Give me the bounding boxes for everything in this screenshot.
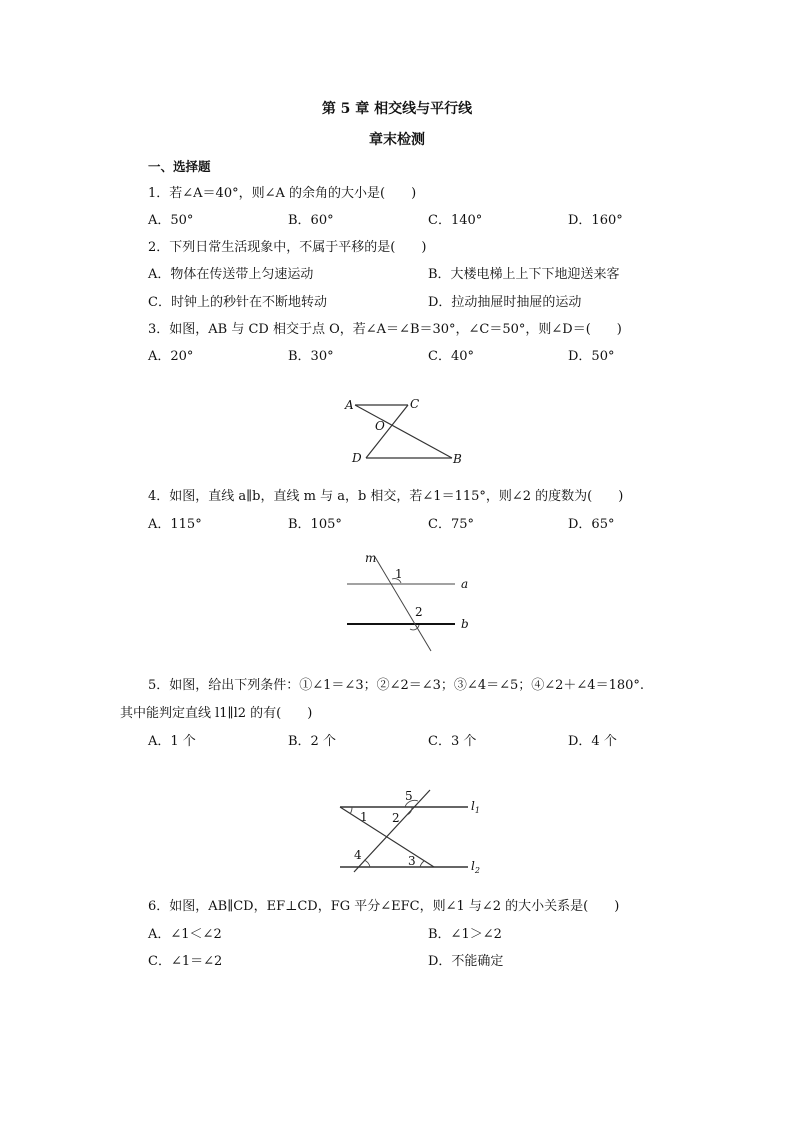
q5-option-a: A．1 个 (148, 734, 196, 749)
q6-stem: 6．如图，AB∥CD，EF⊥CD，FG 平分∠EFC，则∠1 与∠2 的大小关系是( ) (148, 899, 620, 914)
q3-stem: 3．如图，AB 与 CD 相交于点 O，若∠A＝∠B＝30°，∠C＝50°，则∠D＝( ) (148, 322, 622, 337)
angle-1-label: 1 (395, 567, 403, 581)
q4-option-a: A．115° (148, 517, 202, 532)
q1-stem: 1．若∠A＝40°，则∠A 的余角的大小是( ) (148, 186, 417, 201)
q1-option-b: B．60° (288, 213, 334, 228)
angle-1-label: 1 (360, 810, 368, 824)
label-d: D (352, 451, 362, 465)
q6-option-d: D．不能确定 (428, 954, 504, 969)
label-l2: $l_2$ (471, 859, 480, 875)
figure-q4 (335, 545, 485, 655)
label-m: m (365, 551, 377, 565)
figure-q5 (330, 782, 490, 877)
label-a: a (461, 577, 469, 591)
q4-option-b: B．105° (288, 517, 342, 532)
q3-option-a: A．20° (148, 349, 194, 364)
angle-2-label: 2 (415, 605, 423, 619)
q1-option-c: C．140° (428, 213, 483, 228)
page-subtitle: 章末检测 (369, 132, 425, 148)
q2-stem: 2．下列日常生活现象中，不属于平移的是( ) (148, 240, 427, 255)
q2-option-d: D．拉动抽屉时抽屉的运动 (428, 295, 582, 310)
q6-option-b: B．∠1＞∠2 (428, 927, 502, 942)
q4-option-d: D．65° (568, 517, 615, 532)
q6-option-a: A．∠1＜∠2 (148, 927, 222, 942)
angle-4-label: 4 (354, 848, 362, 862)
q3-option-b: B．30° (288, 349, 334, 364)
label-c: C (410, 397, 420, 411)
q5-option-c: C．3 个 (428, 734, 477, 749)
q1-option-a: A．50° (148, 213, 194, 228)
q4-option-c: C．75° (428, 517, 474, 532)
angle-5-label: 5 (405, 789, 413, 803)
page-title: 第 5 章 相交线与平行线 (321, 101, 473, 117)
label-b: B (453, 452, 462, 466)
q5-stem-line2: 其中能判定直线 l1∥l2 的有( ) (120, 706, 313, 721)
q2-option-a: A．物体在传送带上匀速运动 (148, 267, 314, 282)
angle-3-label: 3 (408, 854, 416, 868)
line-m (375, 557, 431, 651)
q2-option-b: B．大楼电梯上上下下地迎送来客 (428, 267, 620, 282)
angle-3-arc (420, 861, 424, 867)
q2-option-c: C．时钟上的秒针在不断地转动 (148, 295, 327, 310)
segment-cd (366, 405, 408, 458)
angle-1-arc (350, 807, 352, 814)
label-o: O (375, 419, 385, 433)
segment-ab (355, 405, 452, 458)
q6-option-c: C．∠1＝∠2 (148, 954, 223, 969)
figure-q3 (330, 390, 480, 470)
label-b: b (461, 617, 469, 631)
q3-option-d: D．50° (568, 349, 615, 364)
q1-option-d: D．160° (568, 213, 623, 228)
label-a: A (345, 398, 354, 412)
q4-stem: 4．如图，直线 a∥b，直线 m 与 a，b 相交，若∠1＝115°，则∠2 的度数为( ) (148, 489, 624, 504)
q5-stem: 5．如图，给出下列条件：①∠1＝∠3；②∠2＝∠3；③∠4＝∠5；④∠2＋∠4＝180°. (148, 678, 645, 693)
angle-2-label: 2 (392, 811, 400, 825)
section-heading: 一、选择题 (148, 159, 211, 174)
label-l1: $l_1$ (471, 799, 480, 815)
q5-option-d: D．4 个 (568, 734, 617, 749)
q3-option-c: C．40° (428, 349, 474, 364)
q5-option-b: B．2 个 (288, 734, 336, 749)
transversal-line (354, 790, 430, 872)
